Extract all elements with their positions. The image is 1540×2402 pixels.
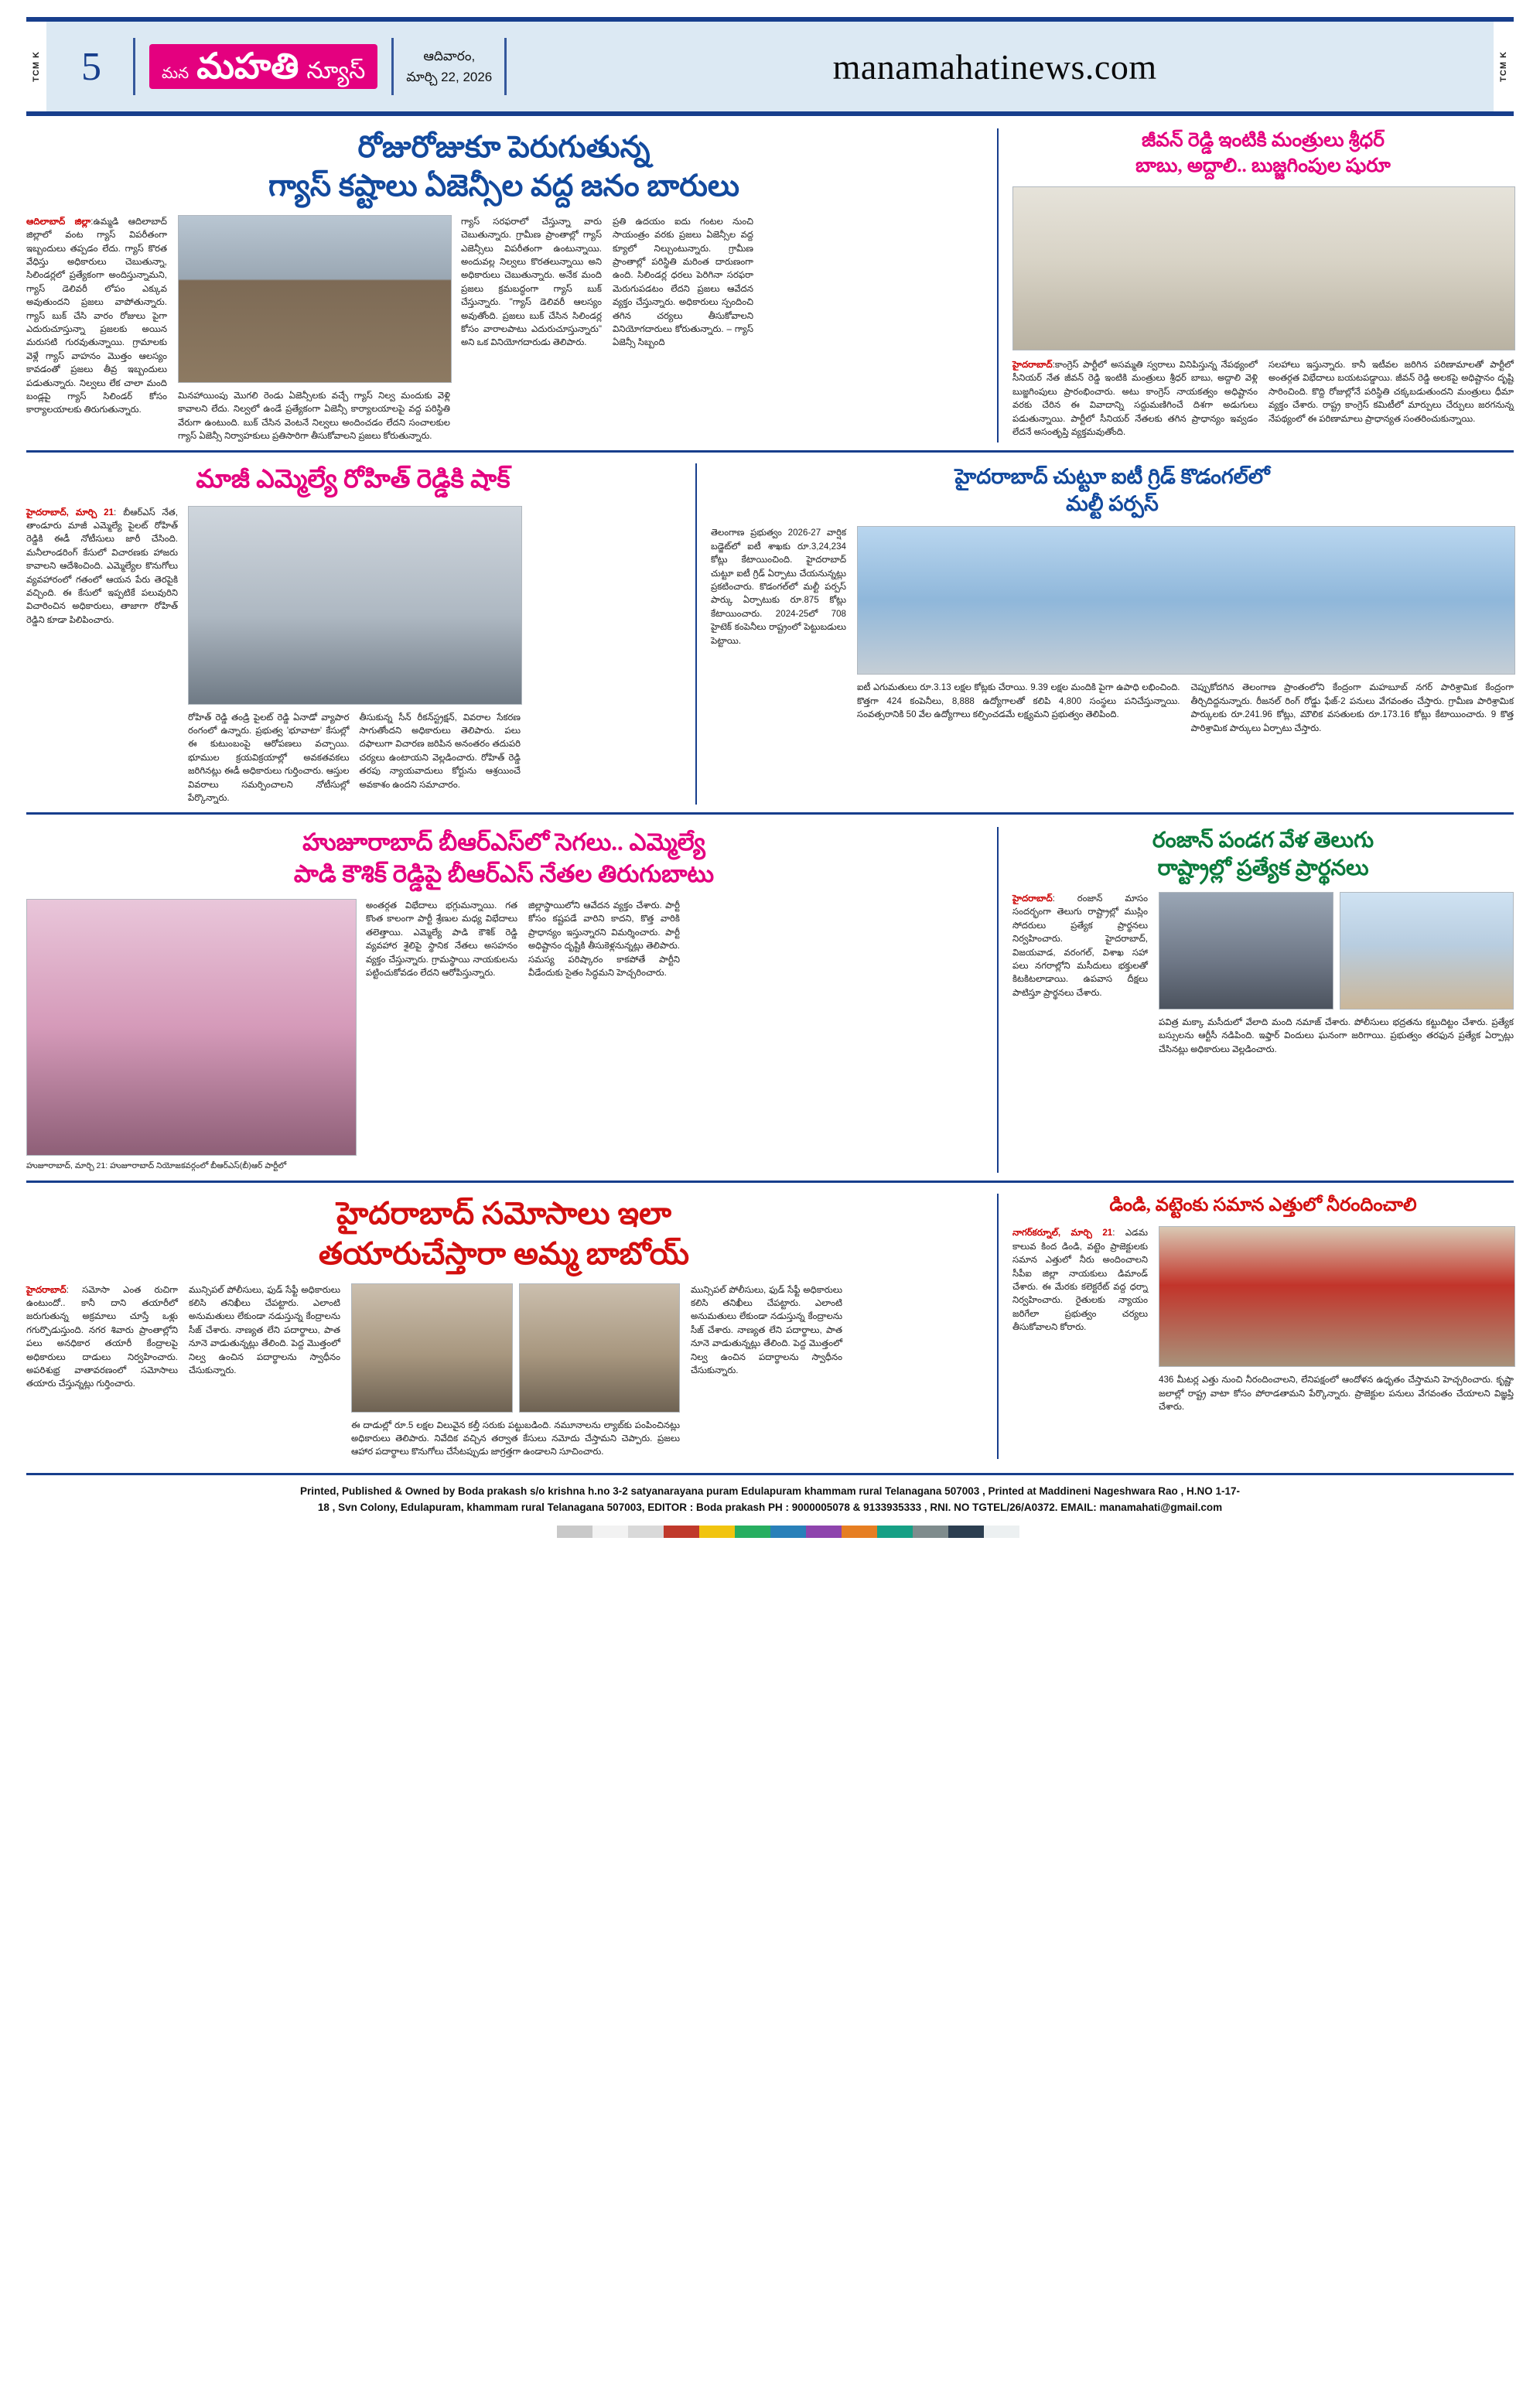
color-swatch [592, 1526, 628, 1538]
story-ramzan-photo-mosque [1340, 892, 1514, 1010]
story-rohith-col1-text: : బీఆర్ఎస్ నేత, తాండూరు మాజీ ఎమ్మెల్యే పైలట్ రోహిత్ రెడ్డికి ఈడీ నోటీసులు జారీ చేసింది. మనీలాండరింగ్ కేసులో విచారణకు హాజరు కావాలని ఆదేశించింది. ఎమ్మెల్యేల కొనుగోలు వ్యవహారంలో గతంలో ఆయన పేరు తెరపైకి వచ్చింది. ఈ కేసులో ఇప్పటికే పలువురిని విచారించిన అధికారులు, తాజాగా రోహిత్ రెడ్డిని కూడా పిలిపించారు. [26, 507, 178, 625]
story-it-headline-line1: హైదరాబాద్ చుట్టూ ఐటీ గ్రిడ్ కొడంగల్‌లో [954, 465, 1270, 489]
story-gas-headline [26, 128, 982, 206]
story-rohith-reddy [26, 463, 680, 805]
story-gas-col4: ప్రతి ఉదయం ఐదు గంటల నుంచి సాయంత్రం వరకు ప్రజలు ఏజెన్సీల వద్ద క్యూలో నిల్చుంటున్నారు. గ్రామీణ ప్రాంతాల్లో పరిస్థితి మరింత దారుణంగా ఉంది. సిలిండర్ల ధరలు పెరిగినా సరఫరా మెరుగుపడటం లేదని ప్రజలు ఆవేదన వ్యక్తం చేస్తున్నారు. అధికారులు స్పందించి తగిన చర్యలు తీసుకోవాలని వినియోగదారులు కోరుతున్నారు. – గ్యాస్ ఏజెన్సీ సిబ్బంది [613, 216, 753, 348]
story-jeevan-reddy [997, 128, 1514, 442]
story-gas-headline-line2: గ్యాస్ కష్టాలు ఏజెన్సీల వద్ద జనం బారులు [268, 169, 740, 203]
story-gas-col3: గ్యాస్ సరఫరాలో చేస్తున్నా వారు చెబుతున్నారు. గ్రామీణ ప్రాంతాల్లో గ్యాస్ ఎజెన్సీలు విపరీతంగా ఉంటున్నాయి. అందువల్ల నిల్వలు కొరతలున్నాయి అని అధికారులు చెబుతున్నారు. అనేక మంది ప్రజలు క్రమబద్ధంగా గ్యాస్ బుక్ చేస్తున్నారు. "గ్యాస్ డెలివరీ ఆలస్యం అవుతోంది. ప్రజలు బుక్ చేసిన సిలిండర్ల కోసం వారాలపాటు ఎదురుచూస్తున్నారు" అని ఒక వినియోగదారుడు తెలిపారు. [461, 216, 602, 348]
story-ramzan-photo-kaaba [1159, 892, 1333, 1010]
story-huzurabad-photo [26, 899, 357, 1156]
story-ramzan [997, 827, 1514, 1172]
story-gas-col1-text: :ఉమ్మడి ఆదిలాబాద్ జిల్లాలో వంట గ్యాస్ విపరీతంగా ఇబ్బందులు తప్పడం లేదు. గ్యాస్ కొరత వేధిస్తు అధికారులు చెబుతున్నా, సిలిండర్లలో ప్రత్యేకంగా అందిస్తున్నామని, గ్యాస్ డెలివరీ లోపం ఎక్కువ అవుతుందని ప్రజలు వాపోతున్నారు. గ్యాస్ బుక్ చేసి వారం రోజులు పైగా ఎదురుచూస్తున్నా ప్రజలకు అయిన మరుసటి గురవుతున్నాయి. గ్రామాలకు వెళ్లే గ్యాస్ వాహనం మొత్తం ఆలస్యం కావడంతో ప్రజలు తీవ్ర ఇబ్బందులు పడుతున్నారు. నిల్వలు లేక చాలా మంది బండ్లపై గ్యాస్ సిలిండర్ కోసం కార్యాలయాలకు తిరుగుతున్నారు. [26, 216, 167, 415]
page-footer [26, 1473, 1514, 1516]
story-huzurabad-headline-line2: పాడి కౌశిక్ రెడ్డిపై బీఆర్ఎస్ నేతల తిరుగుబాటు [293, 859, 715, 887]
story-dindi-dateline: నాగర్‌కర్నూల్, మార్చి 21 [1012, 1228, 1113, 1239]
story-samosa-headline [26, 1194, 982, 1274]
logo-suffix: న్యూస్ [306, 58, 366, 84]
story-rohith-headline: మాజీ ఎమ్మెల్యే రోహిత్ రెడ్డికి షాక్ [196, 466, 510, 494]
story-jeevan-headline-line2: బాబు, అద్దాలి.. బుజ్జగింపుల షురూ [1135, 155, 1391, 176]
story-ramzan-col1-text: : రంజాన్ మాసం సందర్భంగా తెలుగు రాష్ట్రాల్లో ముస్లిం సోదరులు ప్రత్యేక ప్రార్థనలు నిర్వహించారు. హైదరాబాద్, విజయవాడ, వరంగల్, విశాఖ సహా పలు నగరాల్లోని మసీదులు భక్తులతో కిటకిటలాడాయి. ఉపవాస దీక్షలు పాటిస్తూ ప్రార్థనలు చేశారు. [1012, 893, 1148, 998]
color-swatch [664, 1526, 699, 1538]
second-section [26, 463, 1514, 805]
color-swatch [842, 1526, 877, 1538]
logo-name: మహతి [196, 46, 299, 86]
story-jeevan-headline-line1: జీవన్ రెడ్డి ఇంటికి మంత్రులు శ్రీధర్ [1141, 130, 1385, 151]
story-ramzan-col1 [1012, 892, 1148, 1056]
story-samosa-headline-line2: తయారుచేస్తారా అమ్మ బాబోయ్ [318, 1235, 690, 1271]
story-jeevan-col2: సలహాలు ఇస్తున్నారు. కానీ ఇటీవల జరిగిన పరిణామాలతో పార్టీలో అంతర్గత విభేదాలు బయటపడ్డాయి. జీవన్ రెడ్డి అలకపై అధిష్టానం దృష్టి సారించింది. కొద్ది రోజుల్లోనే పరిస్థితి చక్కబడుతుందని మంత్రులు ధీమా వ్యక్తం చేశారు. రాష్ట్ర కాంగ్రెస్ కమిటీలో మార్పులు చేర్పులు జరగనున్న నేపథ్యంలో ఈ పరిణామాలు ప్రాధాన్యత సంతరించుకున్నాయి. [1269, 360, 1514, 424]
story-rohith-col2: రోహిత్ రెడ్డి తండ్రి పైలట్ రెడ్డి ఏనాడో వ్యాపార రంగంలో ఉన్నారు. ప్రభుత్వ 'భూవాటా' కేసుల్లో ఈ కుటుంబంపై ఆరోపణలు వచ్చాయి. భూముల క్రయవిక్రయాల్లో అవకతవకలు జరిగినట్లు ఈడీ అధికారులు గుర్తించారు. ఆస్తుల వివరాలు సమర్పించాలని నోటీసుల్లో పేర్కొన్నారు. [188, 712, 350, 803]
website-url[interactable]: manamahatinews.com [832, 46, 1157, 87]
masthead [26, 17, 1514, 116]
story-jeevan-col1-text: :కాంగ్రెస్ పార్టీలో అసమ్మతి స్వరాలు వినిపిస్తున్న నేపథ్యంలో సీనియర్ నేత జీవన్ రెడ్డి ఇంటికి మంత్రులు శ్రీధర్ బాబు, అద్దాలి వెళ్లి బుజ్జగింపులు ప్రారంభించారు. అటు కాంగ్రెస్ నాయకత్వం అధిష్టానం వరకు చేరిన ఈ వివాదాన్ని సద్దుమణిగించే దిశగా అడుగులు పడుతున్నాయి. పార్టీలో సీనియర్ నేతలకు తగిన ప్రాధాన్యం ఇవ్వడం లేదనే అసంతృప్తి వ్యక్తమవుతోంది. [1012, 360, 1258, 437]
story-it-headline-line2: మల్టీ పర్పస్ [1066, 491, 1159, 515]
story-rohith-photo [188, 506, 522, 705]
color-swatch [699, 1526, 735, 1538]
story-huzurabad-col1: అంతర్గత విభేదాలు భగ్గుమన్నాయి. గత కొంత కాలంగా పార్టీ శ్రేణుల మధ్య విభేదాలు తలెత్తాయి. ఎమ్మెల్యే పాడి కౌశిక్ రెడ్డి వ్యవహార శైలిపై స్థానిక నేతలు అసహనం వ్యక్తం చేస్తున్నారు. గ్రామస్థాయి నాయకులను పట్టించుకోవడం లేదని ఆరోపిస్తున్నారు. [366, 900, 517, 978]
logo-prefix: మన [162, 65, 190, 82]
section-rule-3 [26, 1180, 1514, 1183]
footer-line-2: 18 , Svn Colony, Edulapuram, khammam rural Telanagana 507003, EDITOR : Boda prakash PH : 9000005078 & 9133935333 , RNI. NO TGTEL/26/A0372. EMAIL: manamahati@gmail.com [317, 1502, 1223, 1514]
story-it-col3: చెప్పుకోదగిన తెలంగాణ ప్రాంతంలోని కేంద్రంగా మహబూబ్ నగర్ పారిశ్రామిక కేంద్రంగా తీర్చిదిద్దనున్నారు. రీజనల్ రింగ్ రోడ్డు ఫేజ్-2 పనులు వేగవంతం చేస్తారు. గ్రామీణ పారిశ్రామిక పార్కులకు రూ.241.96 కోట్లు, మౌలిక వసతులకు రూ.173.16 కోట్లు కేటాయించారు. 9 కొత్త పారిశ్రామిక పార్కులు ఏర్పాటు చేస్తారు. [1190, 682, 1514, 733]
story-it-col2: ఐటీ ఎగుమతులు రూ.3.13 లక్షల కోట్లకు చేరాయి. 9.39 లక్షల మందికి పైగా ఉపాధి లభించింది. కొత్తగా 424 కంపెనీలు, 8,888 ఉద్యోగాలతో కలిపి 4,800 సంస్థలు పనిచేస్తున్నాయి. సంవత్సరానికి 50 వేల ఉద్యోగాలు కల్పించడమే లక్ష్యమని ప్రభుత్వం తెలిపింది. [857, 682, 1180, 720]
story-dindi-headline: డిండి, వట్టెంకు సమాన ఎత్తులో నీరందించాలి [1109, 1194, 1417, 1215]
story-it-grid [695, 463, 1514, 805]
color-swatch [984, 1526, 1019, 1538]
issue-day: ఆదివారం, [423, 48, 476, 63]
story-huzurabad-col2: జిల్లాస్థాయిలోని ఆవేదన వ్యక్తం చేశారు. పార్టీ కోసం కష్టపడే వారిని కాదని, కొత్త వారికి ప్రాధాన్యం ఇస్తున్నారని విమర్శించారు. పార్టీ అధిష్టానం దృష్టికి తీసుకెళ్లనున్నట్లు తెలిపారు. సమస్య పరిష్కారం కాకపోతే పార్టీని వీడేందుకు సైతం సిద్ధమని హెచ్చరించారు. [528, 900, 680, 978]
story-jeevan-photo [1012, 186, 1515, 350]
color-swatch [735, 1526, 770, 1538]
story-huzurabad-headline [26, 827, 982, 890]
story-dindi-col1-text: : ఎడమ కాలువ కింద డిండి, వట్టెం ప్రాజెక్టులకు సమాన ఎత్తులో నీరు అందించాలని సీపీఐ జిల్లా నాయకులు డిమాండ్ చేశారు. ఈ మేరకు కలెక్టరేట్ వద్ద ధర్నా నిర్వహించారు. రైతులకు న్యాయం జరిగేలా ప్రభుత్వం చర్యలు తీసుకోవాలని కోరారు. [1012, 1228, 1148, 1333]
color-swatch [628, 1526, 664, 1538]
story-gas-photo [178, 215, 452, 383]
story-ramzan-col2: పవిత్ర మక్కా మసీదులో వేలాది మంది నమాజ్ చేశారు. పోలీసులు భద్రతను కట్టుదిట్టం చేశారు. ప్రత్యేక బస్సులను ఆర్టీసీ నడిపింది. ఇఫ్తార్ విందులు ఘనంగా జరిగాయి. ప్రభుత్వం తరఫున ప్రత్యేక ఏర్పాట్లు చేసినట్లు అధికారులు వెల్లడించారు. [1159, 1017, 1514, 1054]
story-it-col1: తెలంగాణ ప్రభుత్వం 2026-27 వార్షిక బడ్జెట్‌లో ఐటీ శాఖకు రూ.3,24,234 కోట్లు కేటాయించింది. హైదరాబాద్ చుట్టూ ఐటీ గ్రిడ్ ఏర్పాటు చేయనున్నట్లు ప్రకటించారు. కొడంగల్‌లో మల్టీ పర్పస్ పార్కు ఏర్పాటుకు రూ.875 కోట్లు కేటాయించారు. 2024-25లో 708 హైటెక్ కంపెనీలు రాష్ట్రంలో పెట్టుబడులు పెట్టాయి. [711, 528, 846, 646]
color-swatch [948, 1526, 984, 1538]
story-it-photo [857, 526, 1515, 675]
masthead-side-left [26, 22, 46, 111]
story-huzurabad-headline-line1: హుజూరాబాద్ బీఆర్ఎస్‌లో సెగలు.. ఎమ్మెల్యే [302, 829, 705, 856]
story-huzurabad [26, 827, 982, 1172]
story-samosa-col3: ఈ దాడుల్లో రూ.5 లక్షల విలువైన కల్తీ సరుకు పట్టుబడింది. నమూనాలను ల్యాబ్‌కు పంపించినట్లు అధికారులు తెలిపారు. నివేదిక వచ్చిన తర్వాత కేసులు నమోదు చేస్తామని చెప్పారు. ప్రజలు ఆహార పదార్థాలు కొనుగోలు చేసేటప్పుడు జాగ్రత్తగా ఉండాలని సూచించారు. [351, 1420, 680, 1457]
color-swatch [806, 1526, 842, 1538]
story-gas-col1 [26, 215, 167, 443]
story-it-headline [711, 463, 1514, 517]
story-samosa-col2: మున్సిపల్ పోలీసులు, ఫుడ్ సేఫ్టీ అధికారులు కలిసి తనిఖీలు చేపట్టారు. ఎలాంటి అనుమతులు లేకుండా నడుస్తున్న కేంద్రాలను సీజ్ చేశారు. నాణ్యత లేని పదార్థాలు, పాత నూనె వాడుతున్నట్లు తేలింది. పెద్ద మొత్తంలో నిల్వ ఉంచిన పదార్థాలను స్వాధీనం చేసుకున్నారు. [189, 1284, 340, 1376]
story-samosa-dateline: హైదరాబాద్ [26, 1284, 67, 1295]
story-ramzan-headline-line2: రాష్ట్రాల్లో ప్రత్యేక ప్రార్థనలు [1157, 856, 1369, 881]
story-samosa-col1-text: : సమోసా ఎంత రుచిగా ఉంటుందో.. కానీ దాని తయారీలో జరుగుతున్న అక్రమాలు చూస్తే ఒళ్లు గగుర్పొడుస్తుంది. నగర శివారు ప్రాంతాల్లోని పలు అనధికార తయారీ కేంద్రాలపై అధికారులు దాడులు నిర్వహించారు. అపరిశుభ్ర వాతావరణంలో సమోసాలు తయారు చేస్తున్నట్లు గుర్తించారు. [26, 1284, 178, 1389]
registration-color-bar [26, 1526, 1514, 1538]
color-swatch [877, 1526, 913, 1538]
story-gas-agencies [26, 128, 982, 442]
story-dindi-photo [1159, 1226, 1515, 1367]
masthead-side-left-label: TCM K [32, 51, 41, 82]
story-rohith-col3: తీసుకున్న సీన్ రీకన్‌స్ట్రక్షన్, వివరాల సేకరణ సాగుతోందని అధికారులు తెలిపారు. పలు దఫాలుగా విచారణ జరిపిన అనంతరం తదుపరి చర్యలు ఉంటాయని వెల్లడించారు. రోహిత్ రెడ్డి తరపు న్యాయవాదులు కోర్టును ఆశ్రయించే అవకాశం ఉందని సమాచారం. [359, 712, 521, 790]
story-rohith-col1 [26, 506, 178, 805]
masthead-divider-1 [133, 38, 135, 95]
section-rule-2 [26, 812, 1514, 815]
story-rohith-dateline: హైదరాబాద్, మార్చి 21 [26, 507, 114, 518]
story-jeevan-headline [1012, 128, 1514, 179]
story-dindi-col2: 436 మీటర్ల ఎత్తు నుంచి నీరందించాలని, లేనిపక్షంలో ఆందోళన ఉధృతం చేస్తామని హెచ్చరించారు. కృష్ణా జలాల్లో రాష్ట్ర వాటా కోసం పోరాడతామని పేర్కొన్నారు. ప్రాజెక్టుల పనులు వేగవంతం చేయాలని విజ్ఞప్తి చేశారు. [1159, 1375, 1514, 1413]
story-samosa-col4: మున్సిపల్ పోలీసులు, ఫుడ్ సేఫ్టీ అధికారులు కలిసి తనిఖీలు చేపట్టారు. ఎలాంటి అనుమతులు లేకుండా నడుస్తున్న కేంద్రాలను సీజ్ చేశారు. నాణ్యత లేని పదార్థాలు, పాత నూనె వాడుతున్నట్లు తేలింది. పెద్ద మొత్తంలో నిల్వ ఉంచిన పదార్థాలను స్వాధీనం చేసుకున్నారు. [691, 1284, 842, 1376]
issue-date [394, 46, 504, 87]
story-samosa-photo-1 [351, 1283, 513, 1413]
color-swatch [557, 1526, 592, 1538]
color-swatch [770, 1526, 806, 1538]
masthead-divider-3 [504, 38, 507, 95]
story-dindi [997, 1194, 1514, 1459]
story-samosa [26, 1194, 982, 1459]
story-ramzan-headline [1012, 827, 1514, 883]
publication-logo [149, 44, 377, 89]
newspaper-page [0, 17, 1540, 2402]
story-dindi-col1 [1012, 1226, 1148, 1413]
page-number: 5 [81, 44, 101, 89]
story-samosa-headline-line1: హైదరాబాద్ సమోసాలు ఇలా [336, 1195, 672, 1231]
story-samosa-col1 [26, 1283, 178, 1459]
story-jeevan-dateline: హైదరాబాద్ [1012, 360, 1053, 370]
masthead-side-right [1494, 22, 1514, 111]
story-huzurabad-photo-caption: హుజూరాబాద్, మార్చి 21: హుజూరాబాద్ నియోజకవర్గంలో బీఆర్ఎస్(బీ)ఆర్ పార్టీలో [26, 1160, 287, 1170]
story-gas-dateline: ఆదిలాబాద్ జిల్లా [26, 216, 91, 227]
story-gas-headline-line1: రోజురోజుకూ పెరుగుతున్న [357, 131, 650, 164]
top-section [26, 128, 1514, 442]
masthead-divider-2 [391, 38, 394, 95]
story-ramzan-headline-line1: రంజాన్ పండగ వేళ తెలుగు [1152, 829, 1374, 853]
story-samosa-photo-2 [519, 1283, 681, 1413]
third-section [26, 827, 1514, 1172]
issue-date-value: మార్చి 22, 2026 [406, 70, 493, 84]
story-ramzan-dateline: హైదరాబాద్ [1012, 893, 1053, 904]
story-jeevan-col1 [1012, 358, 1258, 439]
color-swatch [913, 1526, 948, 1538]
footer-line-1: Printed, Published & Owned by Boda prakash s/o krishna h.no 3-2 satyanarayana puram Edulapuram khammam rural Telanagana 507003 , Printed at Maddineni Nageshwara Rao , H.NO 1-17- [299, 1485, 1241, 1497]
fourth-section [26, 1194, 1514, 1459]
section-rule-1 [26, 450, 1514, 453]
masthead-side-right-label: TCM K [1499, 51, 1508, 82]
story-gas-col2: మినహాయింపు మొగలి రెండు ఏజెన్సీలకు వచ్చే గ్యాస్ నిల్వ మందుకు వెళ్లి కావాలని లేదు. నిల్వలో ఉండే ప్రత్యేకంగా ఏజెన్సీ కార్యాలయాలపై వద్ద పరిస్థితి వేరుగా ఉంటుంది. బుక్ చేసిన వెంటనే నిల్వలు అందించడం లేదని సంచాలకుల గ్యాస్ ఏజెన్సీ నిర్వాహకులు ప్రతిసారిగా తీసుకోవాలని ప్రజలు కోరుతున్నారు. [178, 390, 450, 441]
color-swatch [521, 1526, 557, 1538]
